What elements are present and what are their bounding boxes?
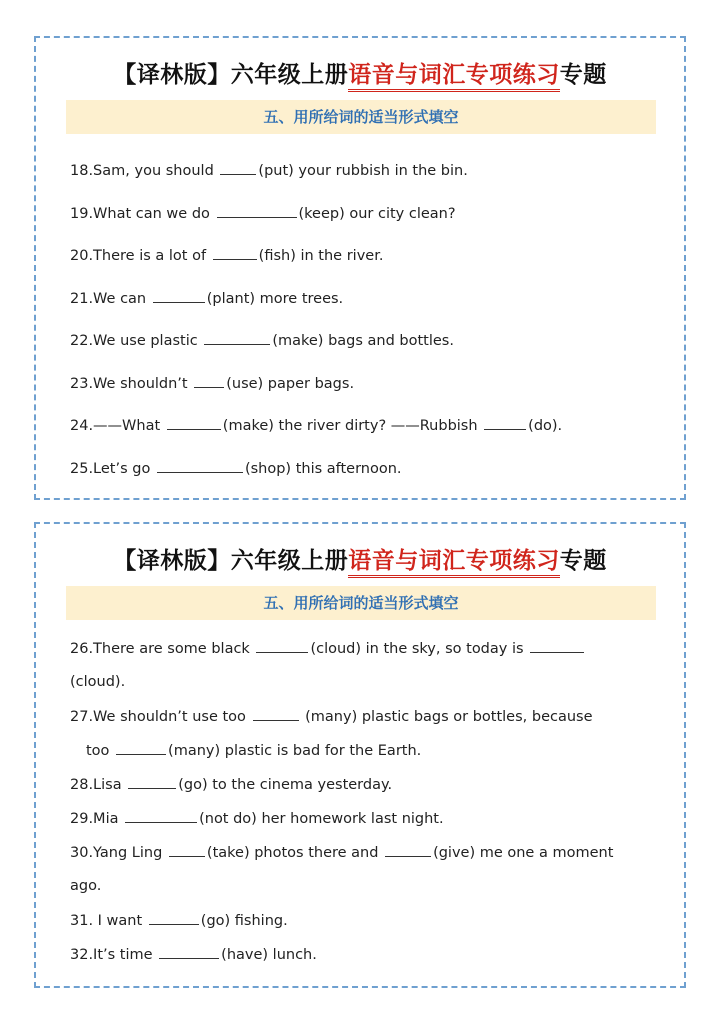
answer-blank[interactable] (484, 415, 526, 430)
question-24: 24.——What (make) the river dirty? ——Rubbish (do). (70, 415, 562, 436)
worksheet-card-1 (34, 36, 686, 500)
answer-blank[interactable] (213, 245, 257, 260)
question-32: 32.It’s time (have) lunch. (70, 944, 317, 965)
title-suffix: 专题 (559, 548, 607, 574)
question-28: 28.Lisa (go) to the cinema yesterday. (70, 774, 392, 795)
title-suffix: 专题 (559, 62, 607, 88)
question-31: 31. I want (go) fishing. (70, 910, 288, 931)
answer-blank[interactable] (530, 638, 584, 653)
title-prefix: 【译林版】六年级上册 (113, 548, 349, 574)
answer-blank[interactable] (169, 842, 205, 857)
title-prefix: 【译林版】六年级上册 (113, 62, 349, 88)
answer-blank[interactable] (116, 740, 166, 755)
answer-blank[interactable] (167, 415, 221, 430)
answer-blank[interactable] (217, 203, 297, 218)
answer-blank[interactable] (194, 373, 224, 388)
question-21: 21.We can (plant) more trees. (70, 288, 343, 309)
question-27-cont: too (many) plastic is bad for the Earth. (86, 740, 421, 761)
question-30-cont: ago. (70, 878, 102, 894)
question-18: 18.Sam, you should (put) your rubbish in the bin. (70, 160, 468, 181)
section-heading: 五、用所给词的适当形式填空 (66, 100, 656, 134)
question-30: 30.Yang Ling (take) photos there and (give) me one a moment (70, 842, 613, 863)
question-26: 26.There are some black (cloud) in the sky, so today is (70, 638, 586, 659)
answer-blank[interactable] (204, 330, 270, 345)
question-20: 20.There is a lot of (fish) in the river. (70, 245, 383, 266)
title-highlight: 语音与词汇专项练习 (348, 62, 560, 92)
question-19: 19.What can we do (keep) our city clean? (70, 203, 456, 224)
section-heading: 五、用所给词的适当形式填空 (66, 586, 656, 620)
title-highlight: 语音与词汇专项练习 (348, 548, 560, 578)
worksheet-title (36, 56, 684, 89)
question-27: 27.We shouldn’t use too (many) plastic bags or bottles, because (70, 706, 593, 727)
answer-blank[interactable] (125, 808, 197, 823)
answer-blank[interactable] (256, 638, 308, 653)
answer-blank[interactable] (153, 288, 205, 303)
question-25: 25.Let’s go (shop) this afternoon. (70, 458, 402, 479)
answer-blank[interactable] (149, 910, 199, 925)
worksheet-title (36, 542, 684, 575)
question-23: 23.We shouldn’t (use) paper bags. (70, 373, 354, 394)
answer-blank[interactable] (385, 842, 431, 857)
worksheet-card-2 (34, 522, 686, 988)
answer-blank[interactable] (159, 944, 219, 959)
answer-blank[interactable] (253, 706, 299, 721)
answer-blank[interactable] (128, 774, 176, 789)
answer-blank[interactable] (220, 160, 256, 175)
question-22: 22.We use plastic (make) bags and bottles. (70, 330, 454, 351)
answer-blank[interactable] (157, 458, 243, 473)
question-29: 29.Mia (not do) her homework last night. (70, 808, 444, 829)
question-26-cont: (cloud). (70, 674, 126, 690)
